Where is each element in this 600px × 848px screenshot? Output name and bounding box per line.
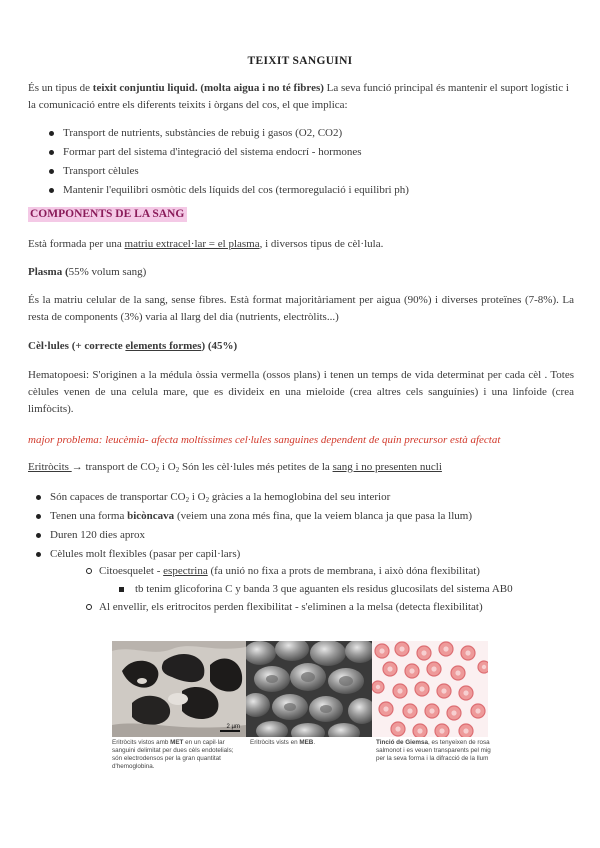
plasma-paragraph: És la matriu celular de la sang, sense fibres. Està format majoritàriament per aigua (90%) i diverses proteïnes (7-8%). La resta de components (3%) varia al llarg del dia (nutrients, electròlits...)	[28, 294, 574, 323]
underlined-term: matriu extracel·lar = el plasma	[124, 238, 260, 250]
cellules-heading: Cèl·lules (+ correcte elements formes) (45%)	[28, 340, 238, 352]
list-item: Mantenir l'equilibri osmòtic dels líquids del cos (termoregulació i equilibri ph)	[63, 184, 409, 196]
plasma-heading: Plasma (55% volum sang)	[28, 266, 147, 278]
list-item: tb tenim glicoforina C y banda 3 que aguanten els residus glucosilats del sistema AB0	[135, 583, 513, 595]
section-heading-components: COMPONENTS DE LA SANG	[28, 207, 187, 222]
hematopoesi-paragraph: Hematopoesi: S'originen a la médula òssia vermella (ossos plans) i tenen un temps de vida determinat per cada cèl . Totes cèlules venen de una celula mare, que es divideix en una mieloide (crea altres cels sanguínies) i una linfoide (crea limfòcits).	[28, 369, 574, 415]
major-problema-note: major problema: leucèmia- afecta moltíssimes cel·lules sanguines dependent de quin precursor està afectat	[28, 434, 501, 446]
list-item: Transport de nutrients, substàncies de rebuig i gasos (O2, CO2)	[63, 127, 343, 139]
list-item: Duren 120 dies aprox	[50, 529, 146, 541]
figure-caption-tem: Eritròcits vistos amb MET en un capil·lar sanguini delimitat per dues cèls endotelials; són electrodensos per la gran quantitat d'hemoglobina.	[112, 739, 234, 770]
list-item: Formar part del sistema d'integració del sistema endocrí - hormones	[63, 146, 362, 158]
formada-paragraph: Està formada per una matriu extracel·lar = el plasma, i diversos tipus de cèl·lula.	[28, 238, 384, 250]
page-title: TEIXIT SANGUINI	[247, 55, 353, 67]
scale-bar-label: 2 µm	[226, 724, 240, 730]
sem-micrograph-image	[246, 641, 372, 737]
intro-paragraph: És un tipus de teixit conjuntiu liquid. (molta aigua i no té fibres) La seva funció principal és mantenir el suport logístic i la comunicació entre els diferents teixits i òrgans del cos, el que implica:	[28, 82, 569, 111]
bullet-circle	[86, 604, 92, 610]
list-item: Citoesquelet - espectrina (fa unió no fixa a prots de membrana, i això dóna flexibilitat)	[99, 565, 480, 577]
eritrocits-paragraph: Eritròcits → transport de $CO_2$ i $O_2$ Són les cèl·lules més petites de la sang i no presenten nucli	[28, 461, 442, 474]
bullet-dot	[36, 514, 41, 519]
giemsa-stain-image	[372, 641, 488, 737]
figure-caption-sem: Eritròcits vists en MEB.	[250, 739, 316, 746]
bullet-dot	[49, 150, 54, 155]
bullet-dot	[49, 188, 54, 193]
figure-caption-giemsa: Tinció de Giemsa, es tenyeixen de rosa salmonot i es veuen transparents pel mig per la seva forma i la difracció de la llum	[376, 739, 491, 762]
bullet-dot	[36, 495, 41, 500]
bullet-square	[119, 587, 124, 592]
list-item: Cèlules molt flexibles (pasar per capil·lars)	[50, 548, 241, 560]
list-item: Al envellir, els eritrocitos perden flexibilitat - s'eliminen a la melsa (detecta flexibilitat)	[99, 601, 483, 613]
giemsa-erythrocytes-graphic	[372, 641, 488, 737]
list-item: Transport cèlules	[63, 165, 139, 177]
list-item: Són capaces de transportar $CO_2$ i $O_2$ gràcies a la hemoglobina del seu interior	[50, 491, 391, 504]
sem-erythrocytes-graphic	[246, 641, 372, 737]
arrow-icon: →	[71, 461, 83, 473]
tem-erythrocytes-graphic	[112, 641, 246, 737]
list-item: Tenen una forma bicòncava (veiem una zona més fina, que la veiem blanca ja que pasa la llum)	[50, 510, 472, 522]
tem-micrograph-image	[112, 641, 246, 737]
bullet-dot	[49, 131, 54, 136]
bullet-circle	[86, 568, 92, 574]
bullet-dot	[49, 169, 54, 174]
bullet-dot	[36, 533, 41, 538]
bullet-dot	[36, 552, 41, 557]
